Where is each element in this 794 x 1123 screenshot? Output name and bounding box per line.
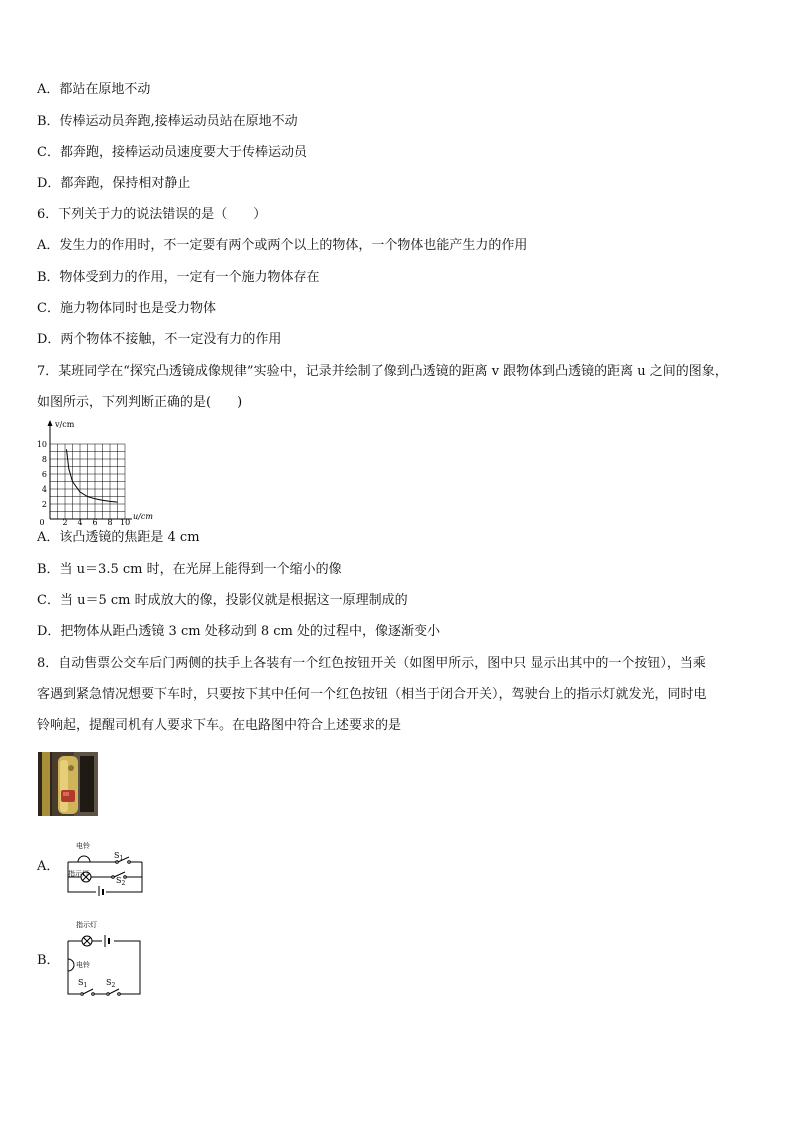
- q5-option-c: C．都奔跑，接棒运动员速度要大于传棒运动员: [37, 145, 307, 160]
- bell-label: 电铃: [76, 961, 90, 969]
- circuit-a-diagram: [62, 836, 148, 896]
- y-tick-label: 6: [41, 470, 47, 479]
- x-tick-label: 8: [107, 518, 113, 526]
- q8-stem-line2: 客遇到紧急情况想要下车时，只要按下其中任何一个红色按钮（相当于闭合开关），驾驶台上的指示灯就发光，同时电: [37, 687, 707, 702]
- q6-option-b: B．物体受到力的作用，一定有一个施力物体存在: [37, 270, 320, 285]
- bell-icon: [68, 959, 74, 971]
- q6-option-a: A．发生力的作用时，不一定要有两个或两个以上的物体，一个物体也能产生力的作用: [37, 238, 528, 253]
- q7-option-b: B．当 u＝3.5 cm 时，在光屏上能得到一个缩小的像: [37, 562, 342, 577]
- q7-option-a: A．该凸透镜的焦距是 4 cm: [37, 530, 200, 545]
- q5-option-d: D．都奔跑，保持相对静止: [37, 176, 191, 191]
- q8-stem-line3: 铃响起，提醒司机有人要求下车。在电路图中符合上述要求的是: [37, 718, 402, 733]
- switch-s2-icon: [106, 989, 120, 997]
- y-tick-label: 4: [41, 485, 47, 494]
- q7-option-d: D．把物体从距凸透镜 3 cm 处移动到 8 cm 处的过程中，像逐渐变小: [37, 624, 440, 639]
- x-tick-label: 10: [120, 518, 131, 526]
- x-axis-label: u/cm: [133, 512, 153, 521]
- circuit-b-option-label: B．: [37, 953, 60, 968]
- lamp-label: 指示灯: [76, 921, 97, 929]
- q5-option-b: B．传棒运动员奔跑,接棒运动员站在原地不动: [37, 114, 298, 129]
- q6-option-c: C．施力物体同时也是受力物体: [37, 301, 216, 316]
- q6-option-d: D．两个物体不接触，不一定没有力的作用: [37, 332, 282, 347]
- x-tick-label: 6: [92, 518, 98, 526]
- battery-icon: [102, 935, 114, 947]
- s1-label: $S_1$: [78, 978, 88, 989]
- circuit-a-option-label: A．: [37, 859, 60, 874]
- q6-stem: 6．下列关于力的说法错误的是（ ）: [37, 207, 267, 222]
- switch-s1-icon: [80, 989, 94, 997]
- y-tick-label: 10: [36, 440, 47, 449]
- x-tick-label: 0: [39, 518, 45, 526]
- q7-stem-line2: 如图所示，下列判断正确的是( ): [37, 395, 243, 410]
- y-axis-label: v/cm: [55, 420, 75, 429]
- bell-icon: [78, 856, 90, 862]
- uv-graph: [30, 418, 165, 526]
- y-tick-label: 2: [41, 500, 47, 509]
- bell-label: 电铃: [76, 842, 90, 850]
- bus-button-photo: [38, 752, 98, 816]
- lamp-label: 指示灯: [68, 870, 89, 878]
- q7-stem-line1: 7．某班同学在“探究凸透镜成像规律”实验中，记录并绘制了像到凸透镜的距离 v 跟物体到凸透镜的距离 u 之间的图象，: [37, 364, 728, 379]
- circuit-b-diagram: [62, 917, 148, 997]
- x-tick-label: 4: [77, 518, 83, 526]
- q5-option-a: A．都站在原地不动: [37, 82, 151, 97]
- y-tick-label: 8: [41, 455, 47, 464]
- s2-label: $S_2$: [116, 876, 126, 887]
- q8-stem-line1: 8．自动售票公交车后门两侧的扶手上各装有一个红色按钮开关（如图甲所示，图中只 显示出其中的一个按钮），当乘: [37, 656, 706, 671]
- battery-icon: [96, 886, 106, 896]
- s1-label: $S_1$: [114, 851, 124, 862]
- q7-option-c: C．当 u＝5 cm 时成放大的像，投影仪就是根据这一原理制成的: [37, 593, 408, 608]
- y-axis-arrow: [48, 420, 53, 426]
- x-tick-label: 2: [62, 518, 68, 526]
- graph-grid: [50, 444, 125, 519]
- s2-label: $S_2$: [106, 978, 116, 989]
